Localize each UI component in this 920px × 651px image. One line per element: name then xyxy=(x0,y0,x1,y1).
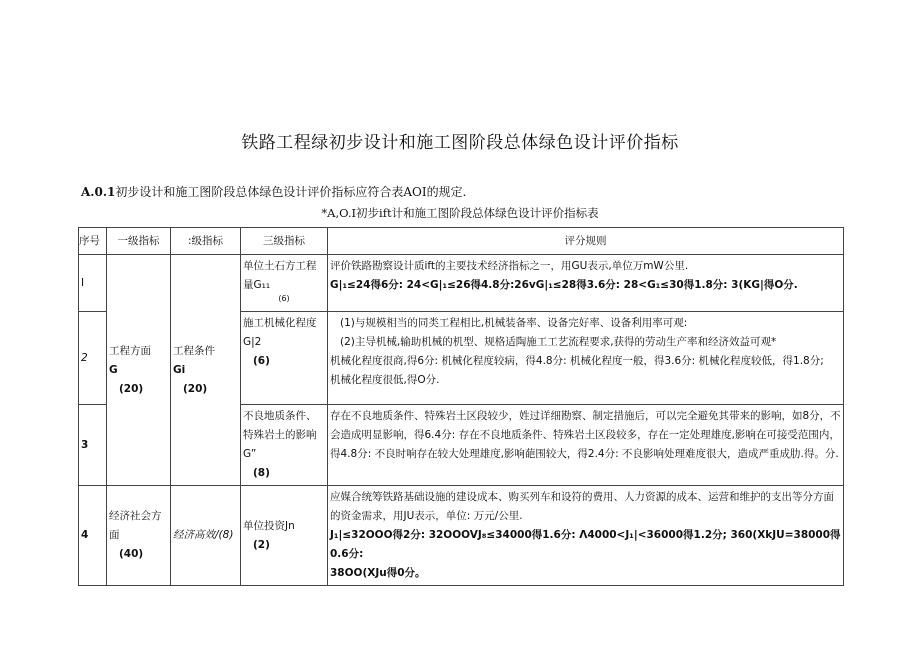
intro-text: 初步设计和施工图阶段总体绿色设计评价指标应符合表AOI的规定. xyxy=(115,185,467,199)
level3-name: 不良地质条件、特殊岩土的影响G” xyxy=(243,410,317,460)
page-title: 铁路工程绿初步设计和施工图阶段总体绿色设计评价指标 xyxy=(241,133,679,153)
level2-efficiency xyxy=(171,486,241,586)
level1-engineering xyxy=(107,255,171,486)
level3-name: 施工机械化程度G|2 xyxy=(243,317,317,348)
table-header-row xyxy=(79,228,844,255)
evaluation-table xyxy=(78,227,844,586)
rule-line: G|₁≤24得6分: 24<G|₁≤26得4.8分:26vG|₁≤28得3.6分: 28<G₁≤30得1.8分: 3(KG|得O分. xyxy=(330,279,798,291)
level2-name: 工程条件 xyxy=(173,344,215,357)
rules-cell xyxy=(328,312,844,405)
level3-weight: (6) xyxy=(278,294,290,303)
header-num: 序号 xyxy=(79,228,107,255)
level3-name: 单位土石方工程量G₁₁ xyxy=(243,260,317,291)
level3-cell xyxy=(241,486,328,586)
level3-cell xyxy=(241,312,328,405)
rule-line: J₁|≤32OOO得2分: 32OOOVJ₈≤34000得1.6分: Λ4000<J₁|<36000得1.2分; 360(XkJU=38000得0.6分: xyxy=(330,529,841,560)
header-level3: 三级指标 xyxy=(241,228,328,255)
row-number: 3 xyxy=(79,405,107,486)
level3-weight: (2) xyxy=(253,538,270,551)
rules-cell xyxy=(328,405,844,486)
level3-weight: (6) xyxy=(253,355,270,367)
table-row xyxy=(79,255,844,312)
rule-line: 评价铁路勘察设计质ift的主要技术经济指标之一，用GU表示,单位万mW公里. xyxy=(330,260,689,272)
rule-line: 存在不良地质条件、特殊岩土区段较少，姓过详细勘察、制定措施后，可以完全避免其带来的影响，如8分，不会造成明显影响，得6.4分: 存在不良地质条件、特殊岩土区段较多，存在一定处理雄度,影响在可接受范围内，得4.8分: 不良时响存在较大处理雄度,影响葩围较大，得2.4分: 不良影响处理难度很大，造成严重成肋.得。分. xyxy=(330,410,841,460)
level2-name: 经济高效/(8) xyxy=(173,529,234,541)
clause-number: A.0.1 xyxy=(81,185,116,199)
level1-name: 工程方面 xyxy=(109,344,151,357)
level1-economic xyxy=(107,486,171,586)
level3-cell xyxy=(241,255,328,312)
level3-cell xyxy=(241,405,328,486)
rule-line: (2)主导机械,输助机械的机型、规格适陶施工工艺流程要求,获得的劳动生产率和经济效益可观* xyxy=(340,336,777,348)
level1-code: G xyxy=(109,363,118,376)
level2-weight: (20) xyxy=(183,382,208,395)
header-rules: 评分规则 xyxy=(328,228,844,255)
rule-line: (1)与规模相当的同类工程相比,机械装备率、设备完好率、设备利用率可观: xyxy=(340,317,688,329)
level1-weight: (40) xyxy=(119,548,144,560)
table-caption: *A,O.I初步ift计和施工图阶段总体绿色设计评价指标表 xyxy=(321,206,599,220)
rule-line: 38OO(XJu得0分。 xyxy=(330,567,426,579)
row-number: 4 xyxy=(79,486,107,586)
table-row xyxy=(79,486,844,586)
rule-line: 应媒合统筹铁路基础设施的建设成本、购买列车和设符的费用、人力资源的成本、运营和维护的支出等分方面的资金需求，用JU表示，单位: 万元/公里. xyxy=(330,491,834,522)
row-number: 2 xyxy=(79,312,107,405)
intro-paragraph xyxy=(81,183,466,200)
rule-line: 机械化程度很低,得O分. xyxy=(330,374,440,386)
level3-weight: (8) xyxy=(253,467,270,479)
level2-code: Gi xyxy=(173,363,186,376)
header-level2: :级指标 xyxy=(171,228,241,255)
level2-conditions xyxy=(171,255,241,486)
level1-name: 经济社会方面 xyxy=(109,510,162,541)
rules-cell xyxy=(328,255,844,312)
rules-cell xyxy=(328,486,844,586)
level1-weight: (20) xyxy=(119,382,144,395)
row-number: I xyxy=(79,255,107,312)
header-level1: 一级指标 xyxy=(107,228,171,255)
level3-name: 单位投资Jn xyxy=(243,519,295,532)
rule-line: 机械化程度很商,得6分: 机械化程度较病，得4.8分: 机械化程度一般，得3.6分: 机械化程度较低，得1.8分; xyxy=(330,355,824,367)
